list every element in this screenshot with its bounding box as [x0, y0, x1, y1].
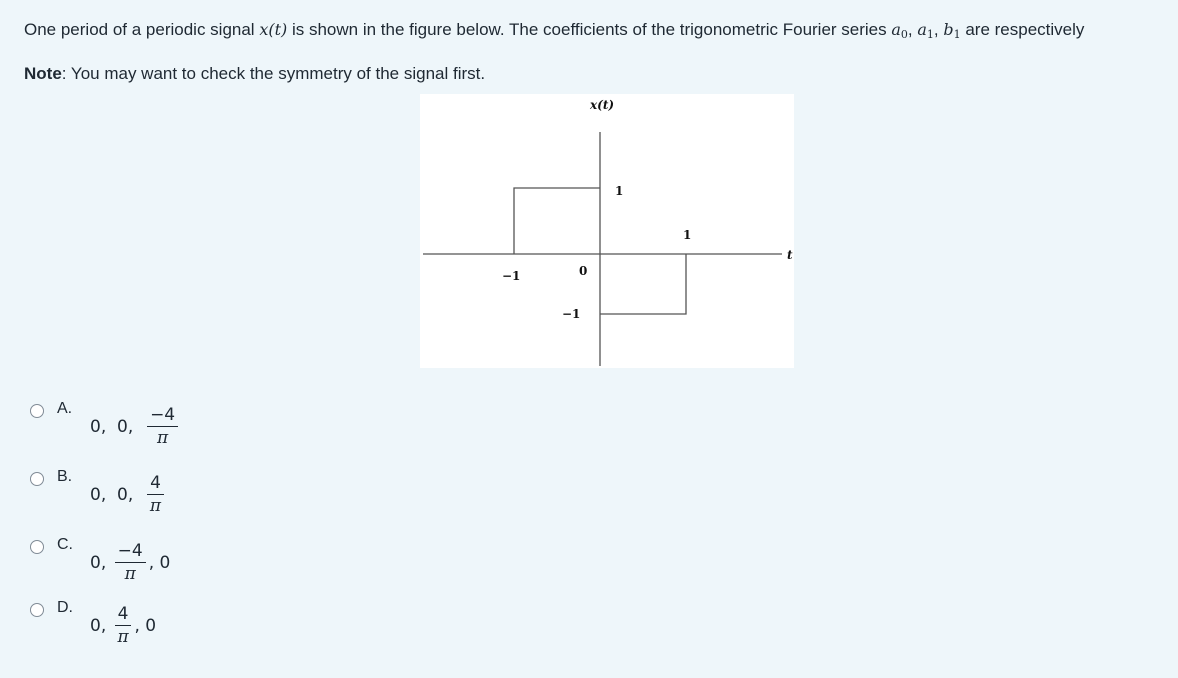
option-answer: 0, $\frac{-4}{\pi}$ , 0 [90, 541, 171, 584]
radio-a[interactable] [30, 404, 44, 418]
note-text [24, 62, 485, 86]
note-label: Note [24, 64, 62, 83]
coef-a0: $a_0$ [891, 20, 908, 41]
fraction: $\frac{4}{\pi}$ [147, 473, 164, 517]
label-one-top: 1 [615, 184, 624, 198]
t-axis-label: t [787, 248, 793, 262]
option-letter: B. [57, 468, 73, 485]
signal-name: x(t) [259, 20, 288, 39]
option-answer: 0, $\frac{4}{\pi}$ , 0 [90, 604, 157, 647]
label-one-right: 1 [683, 228, 692, 242]
option-answer: 0, 0, $\frac{-4}{\pi}$ [90, 404, 181, 450]
fraction: $\frac{-4}{\pi}$ [115, 541, 146, 585]
radio-d[interactable] [30, 603, 44, 617]
option-letter: C. [57, 536, 73, 553]
question-end: are respectively [960, 20, 1085, 39]
label-neg-one-bottom: −1 [562, 307, 581, 321]
radio-b[interactable] [30, 472, 44, 486]
question-intro: One period of a periodic signal [24, 20, 260, 39]
fraction: $\frac{4}{\pi}$ [115, 604, 132, 648]
separator: , [907, 20, 918, 39]
option-letter: D. [57, 599, 73, 616]
option-c[interactable] [30, 536, 390, 604]
option-answer: 0, 0, $\frac{4}{\pi}$ [90, 472, 167, 518]
option-a[interactable] [30, 400, 390, 468]
option-d[interactable] [30, 599, 390, 667]
question-text [24, 18, 1178, 47]
coef-a1: $a_1$ [917, 20, 934, 41]
option-b[interactable] [30, 468, 390, 536]
separator: , [933, 20, 944, 39]
signal-plot [420, 94, 794, 368]
figure-title: x(t) [590, 98, 615, 112]
coef-b1: $b_1$ [943, 20, 961, 41]
option-letter: A. [57, 400, 73, 417]
positive-pulse [514, 188, 600, 254]
label-neg-one-left: −1 [502, 269, 521, 283]
label-zero: 0 [579, 264, 588, 278]
question-middle: is shown in the figure below. The coefficients of the trigonometric Fourier series [287, 20, 892, 39]
note-body: : You may want to check the symmetry of the signal first. [61, 64, 486, 83]
radio-c[interactable] [30, 540, 44, 554]
fraction: $\frac{-4}{\pi}$ [147, 405, 178, 449]
signal-figure [420, 94, 794, 368]
negative-pulse [600, 254, 686, 314]
